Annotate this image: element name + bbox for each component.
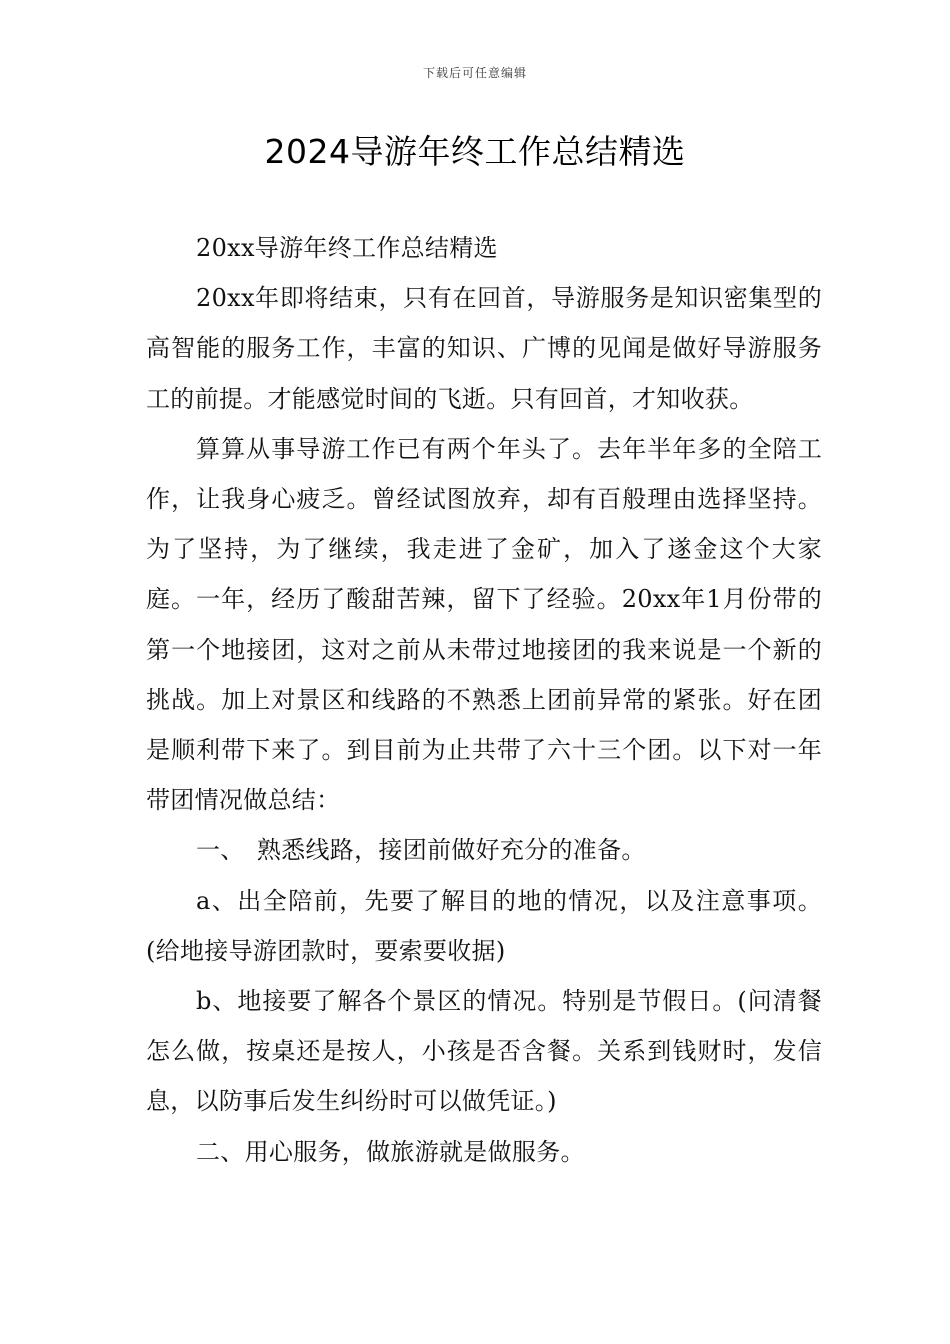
paragraph-subtitle: 20xx导游年终工作总结精选: [196, 234, 498, 262]
paragraph-section-two-heading: 二、用心服务，做旅游就是做服务。: [196, 1137, 585, 1166]
paragraph-item-b: b、地接要了解各个景区的情况。特别是节假日。(问清餐怎么做，按桌还是按人，小孩是否含餐。关系到钱财时，发信息，以防事后发生纠纷时可以做凭证。): [146, 987, 822, 1116]
document-body: [146, 223, 822, 1177]
paragraph-experience: 算算从事导游工作已有两个年头了。去年半年多的全陪工作，让我身心疲乏。曾经试图放弃，却有百般理由选择坚持。为了坚持，为了继续，我走进了金矿，加入了遂金这个大家庭。一年，经历了酸甜苦辣，留下了经验。20xx年1月份带的第一个地接团，这对之前从未带过地接团的我来说是一个新的挑战。加上对景区和线路的不熟悉上团前异常的紧张。好在团是顺利带下来了。到目前为止共带了六十三个团。以下对一年带团情况做总结：: [146, 434, 822, 815]
paragraph-item-a: a、出全陪前，先要了解目的地的情况，以及注意事项。(给地接导游团款时，要索要收据): [146, 886, 822, 965]
paragraph-intro: 20xx年即将结束，只有在回首，导游服务是知识密集型的高智能的服务工作，丰富的知识、广博的见闻是做好导游服务工的前提。才能感觉时间的飞逝。只有回首，才知收获。: [146, 284, 822, 413]
paragraph-section-one-heading: 一、 熟悉线路，接团前做好充分的准备。: [196, 836, 646, 865]
page-header-note: 下载后可任意编辑: [422, 66, 527, 80]
document-title: 2024导游年终工作总结精选: [264, 132, 686, 171]
